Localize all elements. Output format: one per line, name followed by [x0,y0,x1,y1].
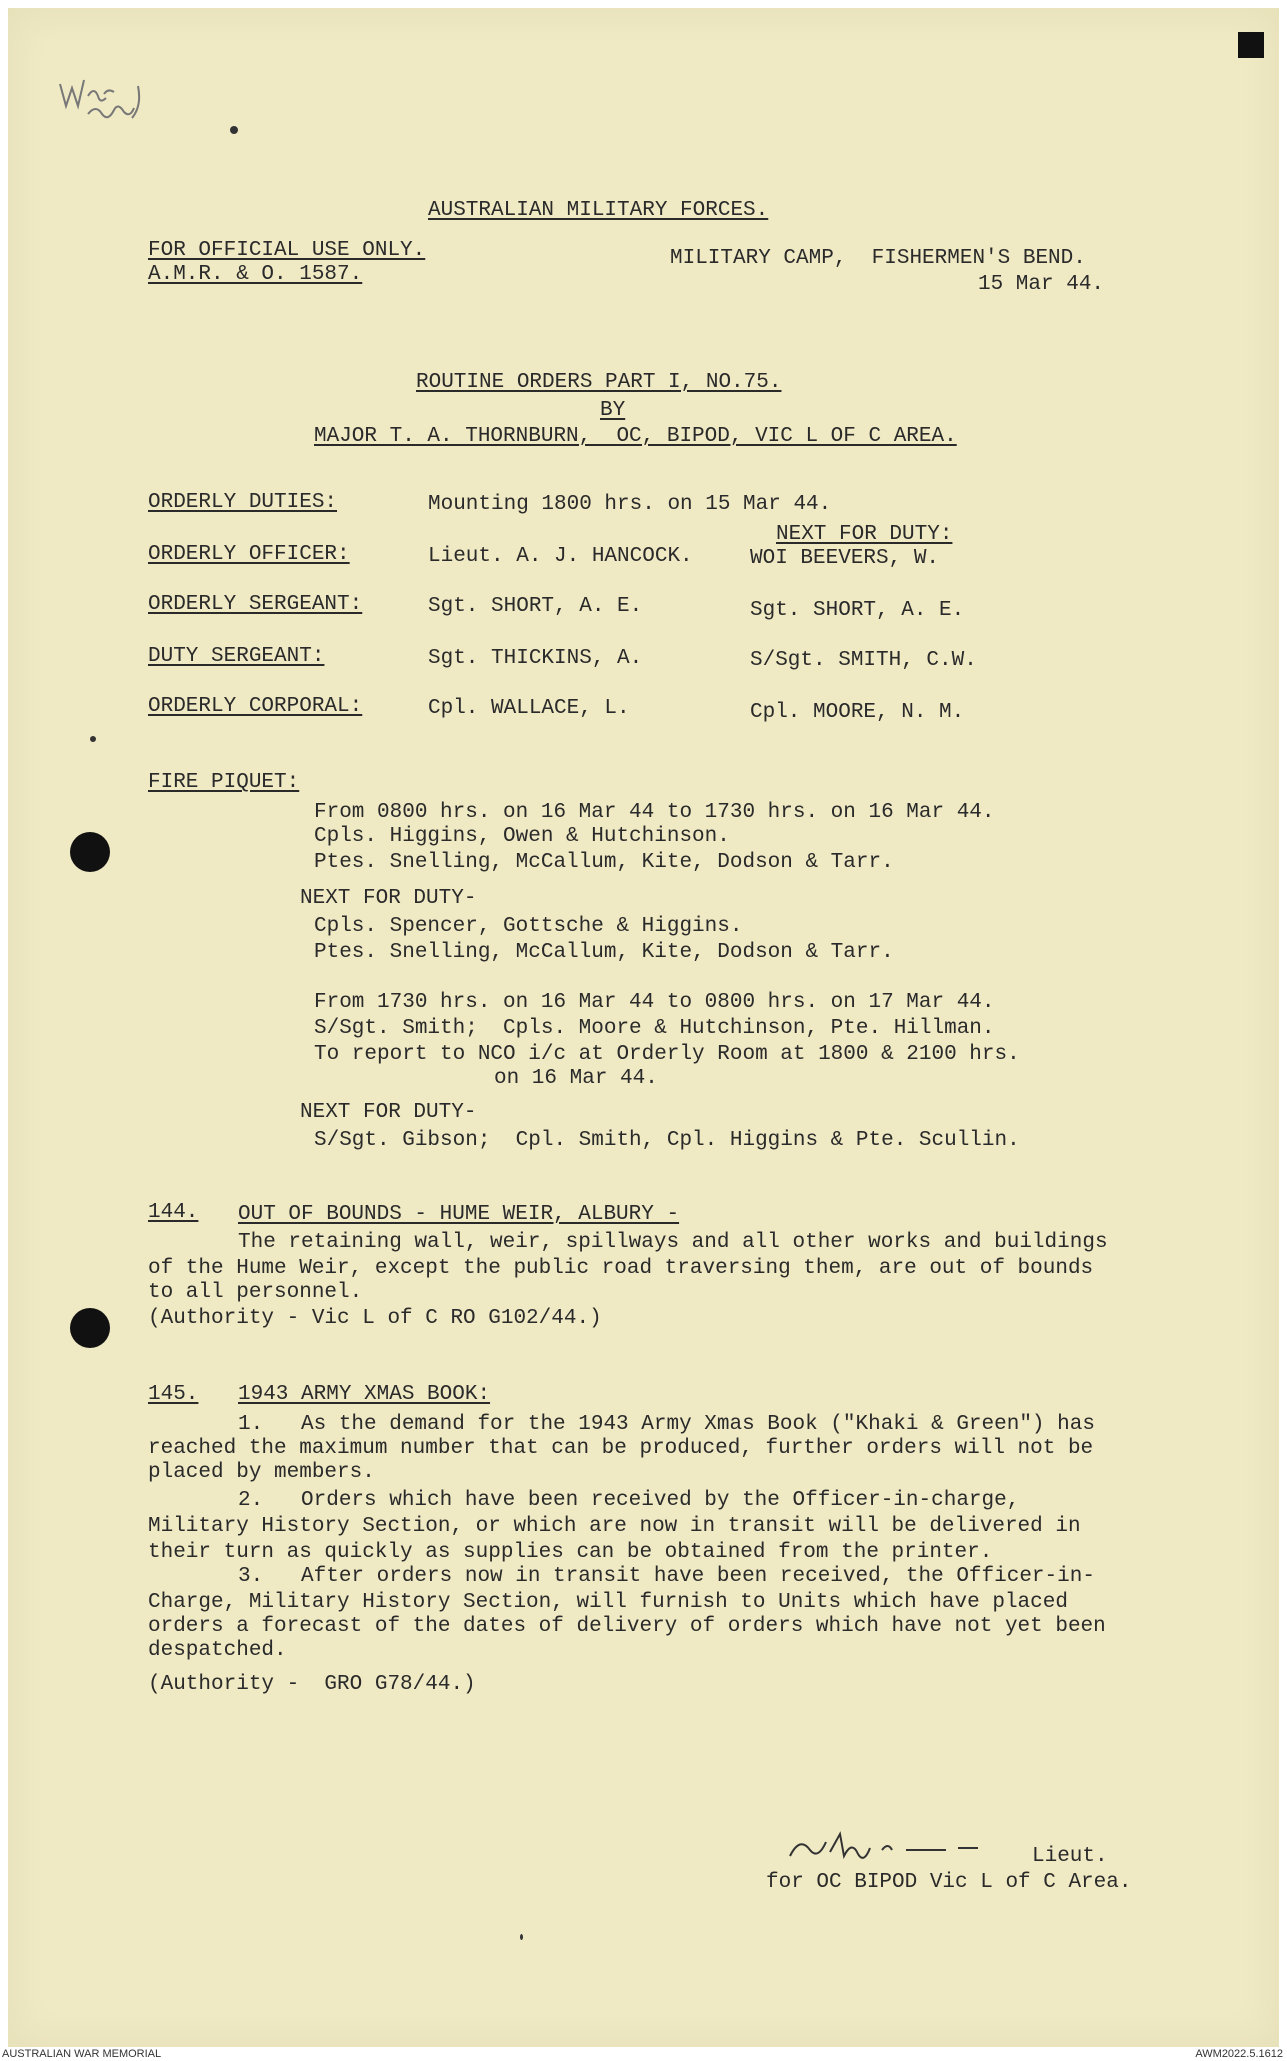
item-line: despatched. [148,1639,287,1662]
item-line: to all personnel. [148,1281,363,1304]
routine-orders-title: ROUTINE ORDERS PART I, NO.75. [416,371,782,394]
item-line: 2. Orders which have been received by the Officer-in-charge, [238,1489,1020,1512]
fire-piquet-line: on 16 Mar 44. [494,1067,658,1090]
next-for-duty-heading: NEXT FOR DUTY: [776,523,953,546]
orderly-duties-value: Mounting 1800 hrs. on 15 Mar 44. [428,493,832,516]
fire-piquet-line: From 0800 hrs. on 16 Mar 44 to 1730 hrs. on 16 Mar 44. [314,801,995,824]
duty-row-current: Lieut. A. J. HANCOCK. [428,545,693,568]
item-authority: (Authority - GRO G78/44.) [148,1673,476,1696]
handwritten-note [58,66,178,126]
duty-row-next: Cpl. MOORE, N. M. [750,701,965,724]
item-line: placed by members. [148,1461,375,1484]
punch-hole [70,832,110,872]
amr-line: A.M.R. & O. 1587. [148,263,363,286]
fire-piquet-line: Cpls. Higgins, Owen & Hutchinson. [314,825,730,848]
fire-piquet-line: S/Sgt. Gibson; Cpl. Smith, Cpl. Higgins & Pte. Scullin. [314,1129,1020,1152]
item-line: The retaining wall, weir, spillways and all other works and buildings [238,1231,1108,1254]
duty-row-next: Sgt. SHORT, A. E. [750,599,965,622]
signoff-line: for OC BIPOD Vic L of C Area. [766,1871,1132,1894]
item-line: orders a forecast of the dates of delivery of orders which have not yet been [148,1615,1106,1638]
footer-archive-name: AUSTRALIAN WAR MEMORIAL [2,2048,162,2060]
duty-row-label: DUTY SERGEANT: [148,645,325,668]
item-line: of the Hume Weir, except the public road traversing them, are out of bounds [148,1257,1094,1280]
fire-piquet-line: To report to NCO i/c at Orderly Room at 1800 & 2100 hrs. [314,1043,1020,1066]
signature-scrawl [786,1826,1036,1868]
duty-row-current: Cpl. WALLACE, L. [428,697,630,720]
duty-row-label: ORDERLY SERGEANT: [148,593,363,616]
paper-speck [520,1934,523,1940]
item-authority: (Authority - Vic L of C RO G102/44.) [148,1307,602,1330]
orderly-duties-label: ORDERLY DUTIES: [148,491,338,514]
fire-piquet-line: Cpls. Spencer, Gottsche & Higgins. [314,915,743,938]
fire-piquet-next-heading: NEXT FOR DUTY- [300,1101,477,1124]
org-heading: AUSTRALIAN MILITARY FORCES. [428,199,769,222]
fire-piquet-label: FIRE PIQUET: [148,771,300,794]
signoff-rank: Lieut. [1032,1845,1108,1868]
paper-speck [90,736,96,742]
paper-speck [230,126,238,134]
order-date: 15 Mar 44. [978,273,1105,296]
item-line: their turn as quickly as supplies can be obtained from the printer. [148,1541,993,1564]
fire-piquet-line: S/Sgt. Smith; Cpls. Moore & Hutchinson, Pte. Hillman. [314,1017,995,1040]
fire-piquet-next-heading: NEXT FOR DUTY- [300,887,477,910]
official-use-line: FOR OFFICIAL USE ONLY. [148,239,426,262]
footer-reference: AWM2022.5.1612 [1195,2048,1283,2060]
title-officer: MAJOR T. A. THORNBURN, OC, BIPOD, VIC L OF C AREA. [314,425,957,448]
item-heading: 1943 ARMY XMAS BOOK: [238,1383,491,1406]
document-page [8,8,1279,2047]
item-number: 145. [148,1383,199,1406]
item-heading: OUT OF BOUNDS - HUME WEIR, ALBURY - [238,1203,680,1226]
item-line: Charge, Military History Section, will furnish to Units which have placed [148,1591,1068,1614]
item-line: 1. As the demand for the 1943 Army Xmas Book ("Khaki & Green") has [238,1413,1095,1436]
duty-row-next: WOI BEEVERS, W. [750,547,940,570]
black-corner-mark [1238,32,1264,58]
duty-row-label: ORDERLY OFFICER: [148,543,350,566]
duty-row-current: Sgt. THICKINS, A. [428,647,643,670]
item-line: Military History Section, or which are now in transit will be delivered in [148,1515,1081,1538]
fire-piquet-line: From 1730 hrs. on 16 Mar 44 to 0800 hrs. on 17 Mar 44. [314,991,995,1014]
item-line: 3. After orders now in transit have been received, the Officer-in- [238,1565,1095,1588]
title-by: BY [600,399,626,422]
duty-row-current: Sgt. SHORT, A. E. [428,595,643,618]
duty-row-label: ORDERLY CORPORAL: [148,695,363,718]
item-line: reached the maximum number that can be produced, further orders will not be [148,1437,1094,1460]
item-number: 144. [148,1201,199,1224]
fire-piquet-line: Ptes. Snelling, McCallum, Kite, Dodson & Tarr. [314,851,894,874]
camp-location: MILITARY CAMP, FISHERMEN'S BEND. [670,247,1086,270]
fire-piquet-line: Ptes. Snelling, McCallum, Kite, Dodson & Tarr. [314,941,894,964]
punch-hole [70,1308,110,1348]
duty-row-next: S/Sgt. SMITH, C.W. [750,649,977,672]
